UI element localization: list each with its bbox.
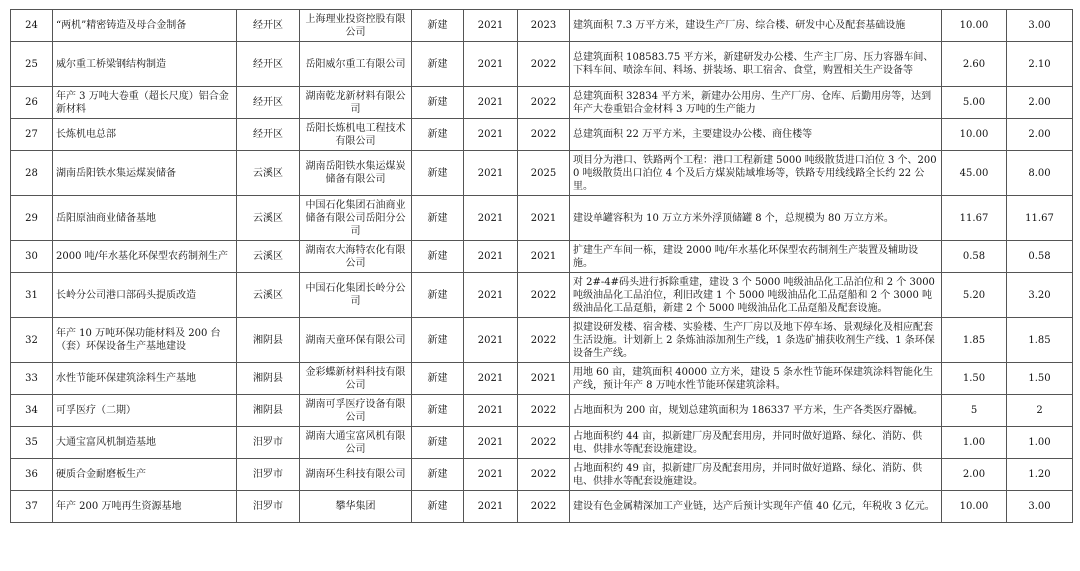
end-year-cell: 2023 bbox=[518, 10, 570, 42]
total-investment-cell: 1.85 bbox=[942, 318, 1007, 363]
annual-investment-cell: 11.67 bbox=[1007, 196, 1073, 241]
table-row bbox=[11, 151, 1073, 196]
construction-content-cell: 建设有色金属精深加工产业链，达产后预计实现年产值 40 亿元，年税收 3 亿元。 bbox=[570, 491, 942, 523]
table-row bbox=[11, 196, 1073, 241]
total-investment-cell: 0.58 bbox=[942, 241, 1007, 273]
district-cell: 云溪区 bbox=[237, 196, 300, 241]
start-year-cell: 2021 bbox=[464, 491, 518, 523]
annual-investment-cell: 1.00 bbox=[1007, 427, 1073, 459]
district-cell: 汨罗市 bbox=[237, 491, 300, 523]
annual-investment-cell: 2.00 bbox=[1007, 119, 1073, 151]
row-number-cell: 29 bbox=[11, 196, 53, 241]
construction-content-cell: 拟建设研发楼、宿舍楼、实验楼、生产厂房以及地下停车场、景观绿化及相应配套生活设施。计划新上 2 条炼油添加剂生产线，1 条选矿捕获收剂生产线、1 条环保设备生产线。 bbox=[570, 318, 942, 363]
company-cell: 中国石化集团长岭分公司 bbox=[300, 273, 412, 318]
construction-content-cell: 占地面积约 49 亩，拟新建厂房及配套用房，并同时做好道路、绿化、消防、供电、供排水等配套设施建设。 bbox=[570, 459, 942, 491]
total-investment-cell: 1.00 bbox=[942, 427, 1007, 459]
construction-content-cell: 建设单罐容积为 10 万立方米外浮顶储罐 8 个，总规模为 80 万立方米。 bbox=[570, 196, 942, 241]
table-row bbox=[11, 119, 1073, 151]
total-investment-cell: 45.00 bbox=[942, 151, 1007, 196]
end-year-cell: 2021 bbox=[518, 241, 570, 273]
build-type-cell: 新建 bbox=[412, 151, 464, 196]
build-type-cell: 新建 bbox=[412, 395, 464, 427]
end-year-cell: 2022 bbox=[518, 42, 570, 87]
project-name-cell: 大通宝富风机制造基地 bbox=[53, 427, 237, 459]
district-cell: 云溪区 bbox=[237, 151, 300, 196]
district-cell: 汨罗市 bbox=[237, 459, 300, 491]
project-name-cell: 威尔重工桥梁钢结构制造 bbox=[53, 42, 237, 87]
total-investment-cell: 2.60 bbox=[942, 42, 1007, 87]
company-cell: 湖南农大海特农化有限公司 bbox=[300, 241, 412, 273]
company-cell: 攀华集团 bbox=[300, 491, 412, 523]
construction-content-cell: 用地 60 亩，建筑面积 40000 立方米，建设 5 条水性节能环保建筑涂料智能化生产线，预计年产 8 万吨水性节能环保建筑涂料。 bbox=[570, 363, 942, 395]
total-investment-cell: 1.50 bbox=[942, 363, 1007, 395]
row-number-cell: 25 bbox=[11, 42, 53, 87]
annual-investment-cell: 1.50 bbox=[1007, 363, 1073, 395]
project-name-cell: 硬质合金耐磨板生产 bbox=[53, 459, 237, 491]
project-name-cell: 年产 10 万吨环保功能材料及 200 台（套）环保设备生产基地建设 bbox=[53, 318, 237, 363]
district-cell: 湘阴县 bbox=[237, 395, 300, 427]
table-row bbox=[11, 10, 1073, 42]
table-body bbox=[11, 10, 1073, 523]
annual-investment-cell: 8.00 bbox=[1007, 151, 1073, 196]
row-number-cell: 33 bbox=[11, 363, 53, 395]
annual-investment-cell: 0.58 bbox=[1007, 241, 1073, 273]
company-cell: 湖南可孚医疗设备有限公司 bbox=[300, 395, 412, 427]
row-number-cell: 24 bbox=[11, 10, 53, 42]
end-year-cell: 2022 bbox=[518, 395, 570, 427]
build-type-cell: 新建 bbox=[412, 318, 464, 363]
start-year-cell: 2021 bbox=[464, 151, 518, 196]
project-name-cell: 长炼机电总部 bbox=[53, 119, 237, 151]
construction-content-cell: 总建筑面积 32834 平方米，新建办公用房、生产厂房、仓库、后勤用房等，达到年产大卷重铝合金材料 3 万吨的生产能力 bbox=[570, 87, 942, 119]
row-number-cell: 30 bbox=[11, 241, 53, 273]
annual-investment-cell: 1.85 bbox=[1007, 318, 1073, 363]
end-year-cell: 2022 bbox=[518, 318, 570, 363]
total-investment-cell: 10.00 bbox=[942, 491, 1007, 523]
build-type-cell: 新建 bbox=[412, 196, 464, 241]
construction-content-cell: 占地面积为 200 亩，规划总建筑面积为 186337 平方米，生产各类医疗器械。 bbox=[570, 395, 942, 427]
annual-investment-cell: 3.20 bbox=[1007, 273, 1073, 318]
total-investment-cell: 10.00 bbox=[942, 10, 1007, 42]
row-number-cell: 26 bbox=[11, 87, 53, 119]
build-type-cell: 新建 bbox=[412, 241, 464, 273]
district-cell: 湘阴县 bbox=[237, 318, 300, 363]
project-table bbox=[10, 9, 1073, 523]
end-year-cell: 2022 bbox=[518, 87, 570, 119]
company-cell: 湖南天童环保有限公司 bbox=[300, 318, 412, 363]
start-year-cell: 2021 bbox=[464, 42, 518, 87]
start-year-cell: 2021 bbox=[464, 196, 518, 241]
total-investment-cell: 11.67 bbox=[942, 196, 1007, 241]
company-cell: 金彩蝶新材料科技有限公司 bbox=[300, 363, 412, 395]
company-cell: 岳阳威尔重工有限公司 bbox=[300, 42, 412, 87]
table-row bbox=[11, 491, 1073, 523]
district-cell: 经开区 bbox=[237, 119, 300, 151]
row-number-cell: 31 bbox=[11, 273, 53, 318]
end-year-cell: 2022 bbox=[518, 119, 570, 151]
table-row bbox=[11, 273, 1073, 318]
annual-investment-cell: 3.00 bbox=[1007, 10, 1073, 42]
company-cell: 中国石化集团石油商业储备有限公司岳阳分公司 bbox=[300, 196, 412, 241]
table-row bbox=[11, 241, 1073, 273]
table-row bbox=[11, 459, 1073, 491]
project-name-cell: 年产 200 万吨再生资源基地 bbox=[53, 491, 237, 523]
construction-content-cell: 占地面积约 44 亩，拟新建厂房及配套用房，并同时做好道路、绿化、消防、供电、供排水等配套设施建设。 bbox=[570, 427, 942, 459]
build-type-cell: 新建 bbox=[412, 10, 464, 42]
total-investment-cell: 5.20 bbox=[942, 273, 1007, 318]
project-name-cell: “两机”精密铸造及母合金制备 bbox=[53, 10, 237, 42]
build-type-cell: 新建 bbox=[412, 427, 464, 459]
end-year-cell: 2021 bbox=[518, 196, 570, 241]
total-investment-cell: 5 bbox=[942, 395, 1007, 427]
table-row bbox=[11, 427, 1073, 459]
row-number-cell: 37 bbox=[11, 491, 53, 523]
row-number-cell: 28 bbox=[11, 151, 53, 196]
table-row bbox=[11, 363, 1073, 395]
company-cell: 岳阳长炼机电工程技术有限公司 bbox=[300, 119, 412, 151]
row-number-cell: 32 bbox=[11, 318, 53, 363]
construction-content-cell: 总建筑面积 108583.75 平方米，新建研发办公楼、生产主厂房、压力容器车间、下料车间、喷涂车间、料场、拼装场、职工宿舍、食堂，购置相关生产设备等 bbox=[570, 42, 942, 87]
build-type-cell: 新建 bbox=[412, 119, 464, 151]
build-type-cell: 新建 bbox=[412, 459, 464, 491]
row-number-cell: 34 bbox=[11, 395, 53, 427]
row-number-cell: 35 bbox=[11, 427, 53, 459]
district-cell: 湘阴县 bbox=[237, 363, 300, 395]
row-number-cell: 27 bbox=[11, 119, 53, 151]
construction-content-cell: 扩建生产车间一栋，建设 2000 吨/年水基化环保型农药制剂生产装置及辅助设施。 bbox=[570, 241, 942, 273]
company-cell: 湖南岳阳铁水集运煤炭储备有限公司 bbox=[300, 151, 412, 196]
start-year-cell: 2021 bbox=[464, 87, 518, 119]
district-cell: 汨罗市 bbox=[237, 427, 300, 459]
construction-content-cell: 总建筑面积 22 万平方米，主要建设办公楼、商住楼等 bbox=[570, 119, 942, 151]
district-cell: 经开区 bbox=[237, 42, 300, 87]
build-type-cell: 新建 bbox=[412, 491, 464, 523]
end-year-cell: 2022 bbox=[518, 491, 570, 523]
district-cell: 云溪区 bbox=[237, 273, 300, 318]
project-name-cell: 水性节能环保建筑涂料生产基地 bbox=[53, 363, 237, 395]
construction-content-cell: 项目分为港口、铁路两个工程：港口工程新建 5000 吨级散货进口泊位 3 个、2000 吨级散货出口泊位 4 个及后方煤炭陆域堆场等，铁路专用线线路全长约 22 公里。 bbox=[570, 151, 942, 196]
project-name-cell: 岳阳原油商业储备基地 bbox=[53, 196, 237, 241]
start-year-cell: 2021 bbox=[464, 427, 518, 459]
project-name-cell: 2000 吨/年水基化环保型农药制剂生产 bbox=[53, 241, 237, 273]
construction-content-cell: 建筑面积 7.3 万平方米，建设生产厂房、综合楼、研发中心及配套基础设施 bbox=[570, 10, 942, 42]
district-cell: 经开区 bbox=[237, 87, 300, 119]
table-row bbox=[11, 395, 1073, 427]
total-investment-cell: 10.00 bbox=[942, 119, 1007, 151]
construction-content-cell: 对 2#-4#码头进行拆除重建，建设 3 个 5000 吨级油品化工品泊位和 2 个 3000 吨级油品化工品泊位，利旧改建 1 个 5000 吨级油品化工品趸船和 2 个 3000 吨级油品化工品趸船，新建 2 个 5000 吨级油品化工品趸船及配套设施。 bbox=[570, 273, 942, 318]
table-row bbox=[11, 318, 1073, 363]
project-name-cell: 可孚医疗（二期） bbox=[53, 395, 237, 427]
company-cell: 湖南大通宝富风机有限公司 bbox=[300, 427, 412, 459]
start-year-cell: 2021 bbox=[464, 10, 518, 42]
start-year-cell: 2021 bbox=[464, 395, 518, 427]
district-cell: 经开区 bbox=[237, 10, 300, 42]
annual-investment-cell: 2.00 bbox=[1007, 87, 1073, 119]
end-year-cell: 2022 bbox=[518, 273, 570, 318]
district-cell: 云溪区 bbox=[237, 241, 300, 273]
table-row bbox=[11, 42, 1073, 87]
end-year-cell: 2022 bbox=[518, 459, 570, 491]
end-year-cell: 2021 bbox=[518, 363, 570, 395]
table-row bbox=[11, 87, 1073, 119]
build-type-cell: 新建 bbox=[412, 273, 464, 318]
project-name-cell: 湖南岳阳铁水集运煤炭储备 bbox=[53, 151, 237, 196]
build-type-cell: 新建 bbox=[412, 87, 464, 119]
end-year-cell: 2022 bbox=[518, 427, 570, 459]
annual-investment-cell: 2.10 bbox=[1007, 42, 1073, 87]
company-cell: 湖南环生科技有限公司 bbox=[300, 459, 412, 491]
start-year-cell: 2021 bbox=[464, 119, 518, 151]
start-year-cell: 2021 bbox=[464, 318, 518, 363]
annual-investment-cell: 3.00 bbox=[1007, 491, 1073, 523]
total-investment-cell: 5.00 bbox=[942, 87, 1007, 119]
company-cell: 上海理业投资控股有限公司 bbox=[300, 10, 412, 42]
project-name-cell: 年产 3 万吨大卷重（超长尺度）铝合金新材料 bbox=[53, 87, 237, 119]
company-cell: 湖南乾龙新材料有限公司 bbox=[300, 87, 412, 119]
project-name-cell: 长岭分公司港口部码头提质改造 bbox=[53, 273, 237, 318]
annual-investment-cell: 2 bbox=[1007, 395, 1073, 427]
start-year-cell: 2021 bbox=[464, 363, 518, 395]
build-type-cell: 新建 bbox=[412, 363, 464, 395]
start-year-cell: 2021 bbox=[464, 459, 518, 491]
start-year-cell: 2021 bbox=[464, 273, 518, 318]
total-investment-cell: 2.00 bbox=[942, 459, 1007, 491]
row-number-cell: 36 bbox=[11, 459, 53, 491]
end-year-cell: 2025 bbox=[518, 151, 570, 196]
start-year-cell: 2021 bbox=[464, 241, 518, 273]
annual-investment-cell: 1.20 bbox=[1007, 459, 1073, 491]
build-type-cell: 新建 bbox=[412, 42, 464, 87]
project-table-container bbox=[10, 9, 1073, 523]
